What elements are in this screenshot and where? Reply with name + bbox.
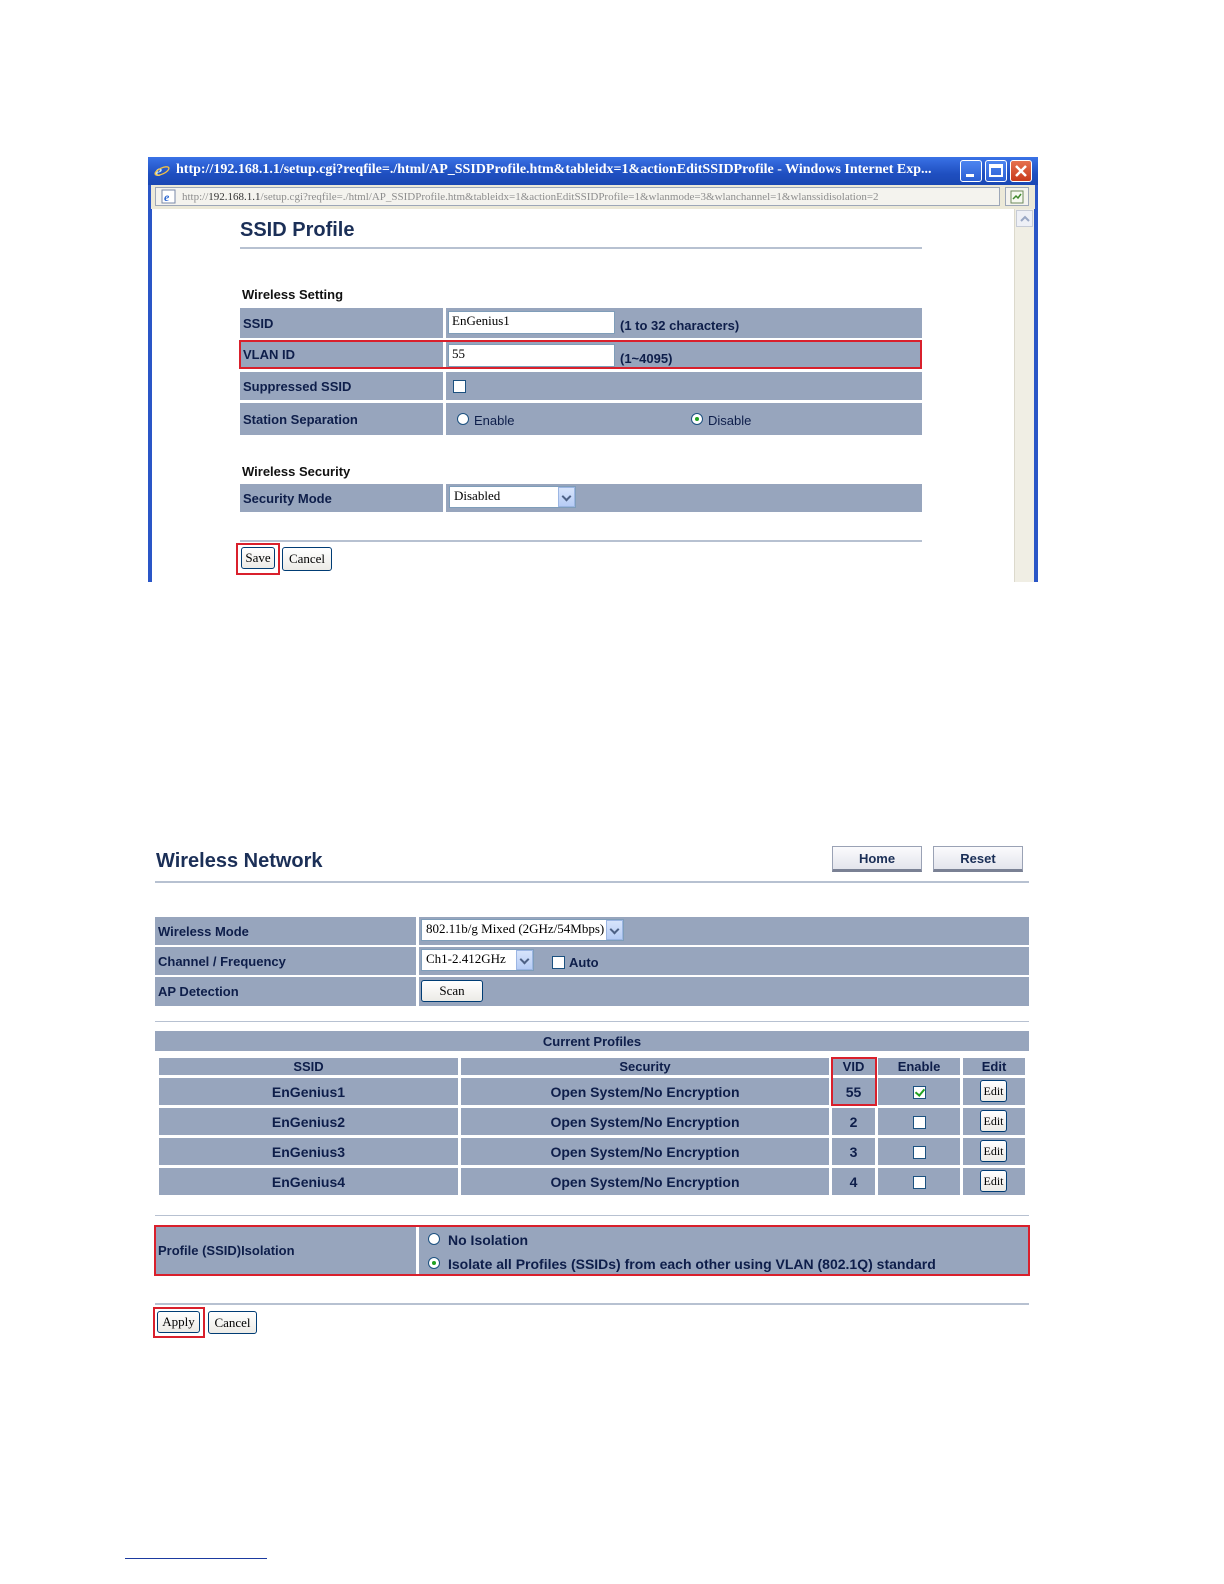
svg-text:e: e [155, 163, 163, 178]
internet-explorer-icon [154, 162, 170, 178]
table-cell-ssid: EnGenius2 [159, 1108, 458, 1135]
ssid-hint: (1 to 32 characters) [620, 318, 740, 333]
divider [155, 1215, 1029, 1216]
suppressed-ssid-label: Suppressed SSID [240, 372, 443, 400]
station-separation-value-cell [446, 403, 922, 435]
profile-enable-checkbox[interactable] [913, 1116, 926, 1129]
vlan-id-label: VLAN ID [240, 341, 443, 368]
security-mode-select[interactable] [449, 486, 576, 508]
maximize-icon [986, 161, 1006, 181]
security-mode-label: Security Mode [240, 484, 443, 512]
address-input[interactable] [155, 187, 1000, 206]
address-bar [151, 185, 1035, 209]
table-cell-ssid: EnGenius1 [159, 1078, 458, 1105]
title-divider [240, 247, 922, 249]
page-title: Wireless Network [156, 850, 323, 872]
chevron-down-icon [516, 950, 533, 970]
edit-button[interactable]: Edit [980, 1110, 1007, 1132]
maximize-button[interactable] [985, 160, 1007, 182]
save-highlight [236, 543, 280, 575]
edit-button[interactable]: Edit [980, 1140, 1007, 1162]
channel-selected: Ch1-2.412GHz [426, 951, 506, 966]
auto-label: Auto [569, 955, 599, 970]
vid-highlight [831, 1057, 877, 1106]
form-divider [155, 1303, 1029, 1305]
page-icon [161, 189, 176, 204]
suppressed-ssid-value-cell [446, 372, 922, 400]
chevron-down-icon [558, 487, 575, 507]
wireless-mode-selected: 802.11b/g Mixed (2GHz/54Mbps) [426, 921, 605, 936]
vertical-scrollbar[interactable] [1014, 209, 1034, 582]
ssid-label: SSID [240, 308, 443, 338]
reset-button[interactable]: Reset [933, 846, 1023, 872]
svg-text:e: e [164, 190, 170, 204]
minimize-icon [961, 161, 981, 181]
separation-disable-label: Disable [708, 413, 752, 428]
close-button[interactable] [1010, 160, 1032, 182]
wireless-mode-select[interactable] [421, 919, 624, 941]
divider [155, 1021, 1029, 1022]
isolation-highlight [154, 1225, 1030, 1276]
table-cell-ssid: EnGenius3 [159, 1138, 458, 1165]
table-cell-vid: 2 [832, 1108, 875, 1135]
table-cell-security: Open System/No Encryption [461, 1138, 829, 1165]
security-mode-selected: Disabled [454, 488, 501, 503]
separation-disable-radio[interactable] [691, 413, 703, 425]
wireless-mode-label: Wireless Mode [155, 917, 416, 945]
vlan-id-hint: (1~4095) [620, 351, 673, 366]
ssid-input[interactable]: EnGenius1 [448, 311, 615, 334]
channel-frequency-label: Channel / Frequency [155, 947, 416, 975]
profile-enable-checkbox[interactable] [913, 1146, 926, 1159]
station-separation-label: Station Separation [240, 403, 443, 435]
ap-detection-value-cell [419, 977, 1029, 1006]
edit-button[interactable]: Edit [980, 1080, 1007, 1102]
go-button[interactable] [1005, 187, 1029, 206]
title-divider [155, 881, 1029, 883]
cancel-button[interactable]: Cancel [208, 1311, 257, 1334]
table-cell-security: Open System/No Encryption [461, 1108, 829, 1135]
no-isolation-label: No Isolation [448, 1232, 529, 1248]
profile-isolation-label: Profile (SSID)Isolation [155, 1226, 416, 1275]
table-cell-security: Open System/No Encryption [461, 1168, 829, 1195]
go-icon [1010, 190, 1024, 204]
channel-select[interactable] [421, 949, 534, 971]
scroll-up-button[interactable] [1016, 210, 1033, 227]
home-button[interactable]: Home [832, 846, 922, 872]
column-header-ssid: SSID [159, 1058, 458, 1075]
current-profiles-header: Current Profiles [155, 1031, 1029, 1051]
scan-button[interactable]: Scan [421, 980, 483, 1002]
address-text: http://192.168.1.1/setup.cgi?reqfile=./html/AP_SSIDProfile.htm&tableidx=1&actionEditSSIDProfile=1&wlanmode=3&wlanchannel=1&wlanssidisolation=2 [182, 191, 879, 203]
vlan-id-input[interactable]: 55 [448, 344, 615, 367]
ap-detection-label: AP Detection [155, 977, 416, 1006]
section-heading: Wireless Security [242, 464, 351, 479]
profile-enable-checkbox[interactable] [913, 1086, 926, 1099]
isolate-all-label: Isolate all Profiles (SSIDs) from each other using VLAN (802.1Q) standard [448, 1256, 936, 1272]
edit-button[interactable]: Edit [980, 1170, 1007, 1192]
column-header-vid: VID [832, 1058, 875, 1075]
table-cell-vid: 3 [832, 1138, 875, 1165]
profile-enable-checkbox[interactable] [913, 1176, 926, 1189]
ie-title-bar[interactable] [148, 157, 1038, 185]
minimize-button[interactable] [960, 160, 982, 182]
table-cell-vid: 4 [832, 1168, 875, 1195]
separation-enable-radio[interactable] [457, 413, 469, 425]
apply-highlight [153, 1307, 205, 1338]
column-header-edit: Edit [963, 1058, 1025, 1075]
separation-enable-label: Enable [474, 413, 515, 428]
vlan-id-highlight [239, 340, 922, 369]
page-title: SSID Profile [240, 219, 355, 241]
chevron-up-icon [1019, 214, 1031, 224]
cancel-button[interactable]: Cancel [282, 547, 332, 571]
window-title: http://192.168.1.1/setup.cgi?reqfile=./html/AP_SSIDProfile.htm&tableidx=1&actionEditSSIDProfile - Windows Internet Exp... [176, 162, 932, 177]
auto-checkbox[interactable] [552, 956, 565, 969]
footnote-separator [125, 1558, 267, 1559]
chevron-down-icon [606, 920, 623, 940]
table-cell-ssid: EnGenius4 [159, 1168, 458, 1195]
form-divider [240, 540, 922, 542]
table-cell-security: Open System/No Encryption [461, 1078, 829, 1105]
section-heading: Wireless Setting [242, 287, 344, 302]
table-cell-vid: 55 [832, 1078, 875, 1105]
apply-button[interactable]: Apply [157, 1311, 200, 1333]
column-header-security: Security [461, 1058, 829, 1075]
suppressed-ssid-checkbox[interactable] [453, 380, 466, 393]
save-button[interactable]: Save [241, 547, 275, 569]
close-icon [1011, 161, 1031, 181]
column-header-enable: Enable [878, 1058, 960, 1075]
